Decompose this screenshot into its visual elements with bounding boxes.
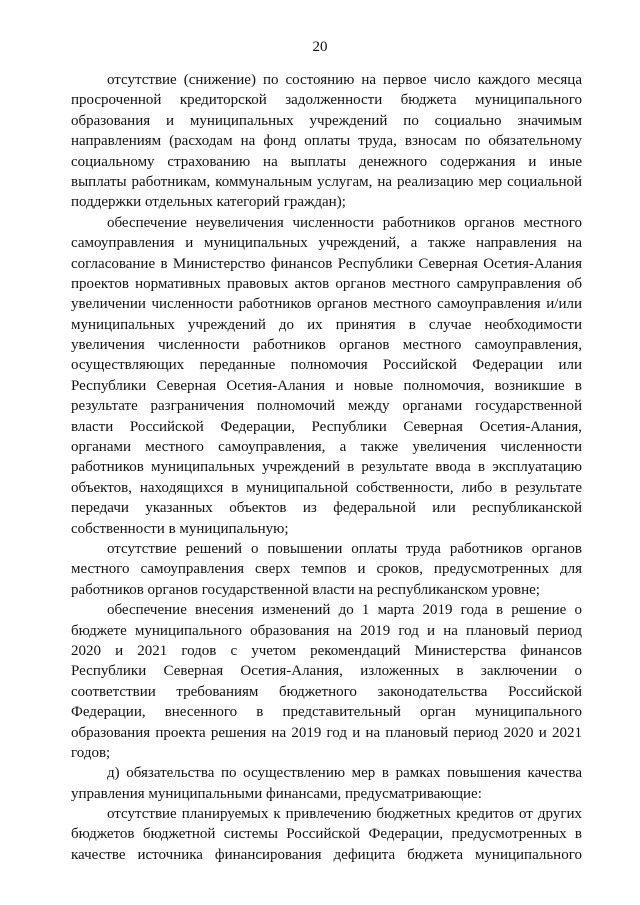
text-line: проектов нормативных правовых актов органов местного самруправления об	[71, 275, 582, 292]
paragraph	[71, 763, 582, 804]
text-line: качестве источника финансирования дефицита бюджета муниципального	[71, 846, 582, 863]
text-line: 2020 и 2021 годов с учетом рекомендаций Министерства финансов	[71, 642, 582, 659]
text-line: объектов, находящихся в муниципальной собственности, либо в результате	[71, 479, 582, 496]
text-line: соответствии требованиям бюджетного законодательства Российской	[71, 683, 582, 700]
paragraph	[71, 804, 582, 865]
text-line: годов;	[71, 744, 111, 761]
paragraph	[71, 600, 582, 763]
text-line: отсутствие планируемых к привлечению бюджетных кредитов от других	[107, 806, 582, 823]
text-line: передачи указанных объектов из федеральной или республиканской	[71, 500, 582, 517]
text-line: власти Российской Федерации, Республики Северная Осетия-Алания,	[71, 418, 582, 435]
text-line: социальному страхованию на выплаты денежного содержания и иные	[71, 153, 582, 170]
text-line: органами местного самоуправления, а также увеличения численности	[71, 439, 582, 456]
text-line: увеличения численности работников органов местного самоуправления,	[71, 337, 582, 354]
text-line: результате разграничения полномочий между органами государственной	[71, 398, 582, 415]
text-line: Республики Северная Осетия-Алания и новые полномочия, возникшие в	[71, 377, 582, 394]
text-line: бюджетов бюджетной системы Российской Федерации, предусмотренных в	[71, 826, 582, 843]
text-line: муниципальных учреждений до их принятия в случае необходимости	[71, 316, 582, 333]
text-line: согласование в Министерство финансов Республики Северная Осетия-Алания	[71, 255, 582, 272]
text-line: обеспечение неувеличения численности работников органов местного	[107, 214, 582, 231]
paragraph	[71, 70, 582, 213]
text-line: отсутствие (снижение) по состоянию на первое число каждого месяца	[107, 72, 582, 88]
text-line: местного самоуправления сверх темпов и сроков, предусмотренных для	[71, 561, 582, 578]
text-line: обеспечение внесения изменений до 1 марта 2019 года в решение о	[107, 602, 582, 619]
text-line: Федерации, внесенного в представительный орган муниципального	[71, 704, 582, 721]
text-line: бюджете муниципального образования на 2019 год и на плановый период	[71, 622, 582, 639]
text-line: увеличении численности работников органов местного самоуправления и/или	[71, 296, 582, 313]
paragraph	[71, 539, 582, 600]
text-line: д) обязательства по осуществлению мер в рамках повышения качества	[107, 765, 582, 782]
document-body	[71, 70, 582, 865]
text-line: образования и муниципальных учреждений по социально значимым	[71, 112, 582, 129]
text-line: осуществляющих переданные полномочия Российской Федерации или	[71, 357, 582, 374]
text-line: самоуправления и муниципальных учреждений, а также направления на	[71, 235, 582, 252]
text-line: образования проекта решения на 2019 год и на плановый период 2020 и 2021	[71, 724, 582, 741]
text-line: работников органов государственной власти на республиканском уровне;	[71, 581, 540, 598]
paragraph	[71, 213, 582, 539]
text-line: управления муниципальными финансами, предусматривающие:	[71, 785, 482, 802]
text-line: выплаты работникам, коммунальным услугам, на реализацию мер социальной	[71, 173, 582, 190]
text-line: поддержки отдельных категорий граждан);	[71, 194, 346, 211]
text-line: направлениям (расходам на фонд оплаты труда, взносам по обязательному	[71, 133, 582, 150]
text-line: просроченной кредиторской задолженности бюджета муниципального	[71, 92, 582, 109]
page-number: 20	[312, 39, 328, 55]
text-line: Республики Северная Осетия-Алания, изложенных в заключении о	[71, 663, 582, 680]
text-line: собственности в муниципальную;	[71, 520, 289, 537]
text-line: отсутствие решений о повышении оплаты труда работников органов	[107, 540, 582, 557]
text-line: работников муниципальных учреждений в результате ввода в эксплуатацию	[71, 459, 582, 476]
